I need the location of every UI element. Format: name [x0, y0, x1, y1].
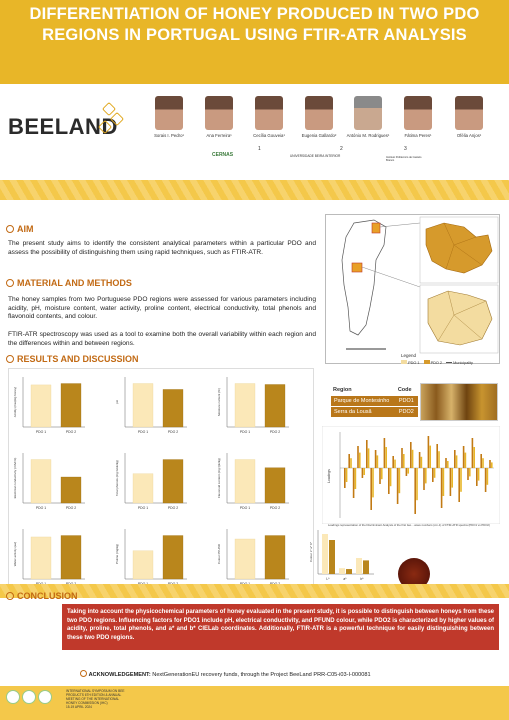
institution-logo: 2 UNIVERSIDADE BEIRA INTERIOR	[290, 146, 343, 158]
loading-bar	[425, 468, 427, 483]
bee-icon	[6, 279, 14, 287]
bar	[163, 389, 183, 427]
map-legend: PDO 1 PDO 2 Municipality	[401, 360, 473, 365]
loading-bar	[397, 468, 399, 504]
bar	[31, 385, 51, 427]
loading-bar	[350, 458, 352, 468]
bar-chart	[13, 377, 85, 434]
tick-label: PDO 2	[167, 506, 179, 510]
honeycomb-band	[0, 180, 509, 200]
bar-chart	[13, 529, 85, 586]
loading-bar	[366, 440, 368, 468]
loading-bar	[370, 468, 372, 510]
bar	[61, 477, 81, 503]
tick-label: PDO 1	[137, 430, 149, 434]
loading-bar	[443, 468, 445, 496]
tick-label: PDO 1	[35, 506, 47, 510]
loading-bar	[473, 447, 475, 468]
tick-label: a*	[343, 577, 347, 581]
loading-bar	[348, 454, 350, 468]
loading-bar	[438, 451, 440, 468]
bar	[235, 384, 255, 427]
loadings-caption: Loadings representation of the Discriminant Analysis of the first two... wave numbers (cm-1) of FTIR-ATR spectra (PDO1 vs PDO2)	[328, 523, 490, 527]
loading-bar	[410, 442, 412, 468]
axis-label: Loadings	[327, 469, 331, 483]
event-logo	[38, 690, 52, 704]
results-charts-panel	[8, 368, 314, 598]
tick-label: PDO 1	[239, 430, 251, 434]
tick-label: PDO 1	[137, 506, 149, 510]
author-name: Ana Ferreira¹	[206, 133, 232, 138]
author-name: Cecília Gouveia¹	[253, 133, 285, 138]
axis-label: Flavonoid content (mg QE/kg)	[217, 458, 221, 498]
loading-bar	[432, 468, 434, 482]
tick-label: PDO 2	[269, 506, 281, 510]
loading-bar	[487, 468, 489, 485]
loading-bar	[368, 448, 370, 468]
bar	[265, 384, 285, 427]
bar	[235, 460, 255, 503]
axis-label: Acidity (meq/kg honey)	[13, 386, 17, 418]
loading-bar	[388, 468, 390, 494]
loading-bar	[429, 446, 431, 468]
conclusion-box: Taking into account the physicochemical parameters of honey evaluated in the present study, it is possible to distinguish between honeys from these two PDO regions. Influencing factors for PDO1 include pH, electrical conductivity, and PFUND colour, while PDO2 is characterized by higher values of acidity, proline, total phenols, and a* and b* CIELab coordinates. Additionally, FTIR-ATR is a powerful technique for easily distinguishing between these two PDO regions.	[62, 604, 499, 650]
loading-bar	[419, 452, 421, 468]
loading-bar	[407, 468, 409, 474]
section-heading: AIM	[6, 224, 34, 234]
colour-bar-chart	[308, 526, 388, 590]
event-info: INTERNATIONAL SYMPOSIUM ON BEE PRODUCTS 6TH EDITION & ANNUAL MEETING OF THE INTERNATIONAL HONEY COMMISSION (IHC) 15-19 APRIL 2024	[66, 689, 125, 709]
loading-bar	[357, 446, 359, 468]
loading-bar	[489, 460, 491, 468]
section-heading: MATERIAL AND METHODS	[6, 278, 132, 288]
loading-bar	[392, 456, 394, 468]
author-card	[396, 96, 440, 138]
loading-bar	[447, 461, 449, 468]
loading-bar	[412, 450, 414, 468]
loading-bar	[344, 468, 346, 488]
loadings-chart	[322, 426, 500, 524]
bar	[363, 560, 369, 574]
bar-chart	[115, 529, 187, 586]
axis-label: Moisture content (%)	[217, 388, 221, 416]
axis-label: Colour L* a* b*	[309, 542, 313, 562]
section-heading: CONCLUSION	[6, 591, 78, 601]
map-legend-title: Legend	[401, 353, 417, 358]
bar-chart	[115, 453, 187, 510]
bar	[235, 539, 255, 579]
loading-bar	[458, 468, 460, 502]
author-card	[147, 96, 191, 138]
loading-bar	[423, 468, 425, 490]
axis-label: Water activity (aw)	[13, 541, 17, 567]
author-card	[447, 96, 491, 138]
bar	[339, 568, 345, 574]
loading-bar	[355, 468, 357, 489]
bar	[265, 536, 285, 579]
loading-bar	[379, 468, 381, 484]
bee-icon	[6, 592, 14, 600]
loading-bar	[353, 468, 355, 498]
loading-bar	[454, 450, 456, 468]
loading-bar	[394, 460, 396, 468]
acknowledgement: ACKNOWLEDGEMENT: NextGenerationEU recovery funds, through the Project BeeLand PRR-C05-i03-I-000081	[80, 670, 500, 678]
loading-bar	[478, 468, 480, 481]
loading-bar	[384, 438, 386, 468]
bee-icon	[6, 355, 14, 363]
author-card	[247, 96, 291, 138]
author-photo	[155, 96, 183, 130]
author-name: Ofélia Anjos¹	[456, 133, 482, 138]
author-photo	[205, 96, 233, 130]
loading-bar	[491, 462, 493, 468]
loading-bar	[482, 458, 484, 468]
bar-chart	[217, 377, 289, 434]
methods-text: FTIR-ATR spectroscopy was used as a tool to examine both the overall variability within each region and the differences within and between regions.	[8, 331, 316, 347]
honey-jars-photo	[420, 383, 498, 421]
loading-bar	[434, 468, 436, 478]
loading-bar	[476, 468, 478, 486]
loading-bar	[359, 453, 361, 468]
loading-bar	[363, 468, 365, 475]
author-card	[346, 96, 390, 138]
tick-label: PDO 1	[239, 506, 251, 510]
axis-label: Total phenols (mg GAE/kg)	[115, 460, 119, 496]
author-name: Fátima Peres¹	[404, 133, 432, 138]
loading-bar	[385, 447, 387, 468]
logo-text: BEELAND	[8, 114, 118, 139]
loading-bar	[372, 468, 374, 497]
event-logo	[22, 690, 36, 704]
table-row: Serra da Lousã PDO2	[331, 407, 418, 418]
map-figure	[326, 215, 501, 365]
bar-charts	[9, 369, 315, 599]
axis-label: Proline (mg/kg)	[115, 543, 119, 565]
bar	[31, 460, 51, 503]
bar	[31, 537, 51, 579]
loading-bar	[399, 468, 401, 493]
loading-bar	[377, 455, 379, 468]
table-row: Parque de Montesinho PDO1	[331, 396, 418, 407]
loading-bar	[463, 446, 465, 468]
bar	[133, 384, 153, 427]
loading-bar	[362, 468, 364, 478]
loading-bar	[375, 450, 377, 468]
tick-label: b*	[360, 577, 364, 581]
loading-bar	[465, 453, 467, 468]
bar-chart	[217, 453, 289, 510]
author-card	[297, 96, 341, 138]
loading-bar	[416, 468, 418, 500]
loading-bar	[460, 468, 462, 492]
author-photo	[255, 96, 283, 130]
section-heading: RESULTS AND DISCUSSION	[6, 354, 139, 364]
tick-label: PDO 2	[65, 506, 77, 510]
loading-bar	[456, 455, 458, 468]
axis-label: Colour PFUND	[217, 543, 221, 565]
author-photo	[354, 96, 382, 130]
loading-bar	[401, 448, 403, 468]
loading-bar	[469, 468, 471, 476]
axis-label: Electrical conductivity (mS/cm)	[13, 457, 17, 499]
bar	[61, 384, 81, 427]
tick-label: PDO 2	[269, 430, 281, 434]
methods-text: The honey samples from two Portuguese PDO regions were assessed for various parameters including acidity, pH, moisture content, water activity, proline content, electrical conductivity, total phenols and flavonoid contents, and colour.	[8, 296, 316, 321]
region-table: Region Code Parque de Montesinho PDO1 Serra da Lousã PDO2	[331, 385, 418, 417]
loading-bar	[472, 438, 474, 468]
bar-chart	[115, 377, 187, 434]
author-card	[197, 96, 241, 138]
bar	[322, 534, 328, 574]
event-logo	[6, 690, 20, 704]
bar	[133, 474, 153, 503]
bar	[163, 460, 183, 503]
bar	[265, 468, 285, 503]
tick-label: PDO 2	[167, 430, 179, 434]
tick-label: L*	[326, 577, 330, 581]
pdo-map	[325, 214, 500, 364]
author-photo	[455, 96, 483, 130]
loading-bar	[381, 468, 383, 479]
bar	[356, 558, 362, 574]
institution-logo: 3 Instituto Politécnico de Castelo Branco	[386, 146, 422, 162]
loading-bar	[441, 468, 443, 508]
author-name: Eugenia Gallardo²	[301, 133, 337, 138]
loading-bar	[403, 454, 405, 468]
aim-text: The present study aims to identify the consistent analytical parameters within a particular PDO and assess the possibility of distinguishing them using rapid techniques, such as FTIR-ATR.	[8, 240, 316, 256]
loading-bar	[390, 468, 392, 486]
loading-bar	[436, 444, 438, 468]
bar	[163, 536, 183, 579]
tick-label: PDO 2	[65, 430, 77, 434]
bar	[329, 540, 335, 574]
loading-bar	[451, 468, 453, 488]
loading-bar	[467, 468, 469, 480]
bee-icon	[6, 225, 14, 233]
axis-label: pH	[115, 400, 119, 404]
loading-bar	[445, 458, 447, 468]
loading-bar	[485, 468, 487, 492]
loading-bar	[414, 468, 416, 514]
bar	[133, 551, 153, 579]
author-photo	[305, 96, 333, 130]
loading-bar	[406, 468, 408, 476]
loading-bar	[346, 468, 348, 482]
bar-chart	[217, 529, 289, 586]
loading-bar	[480, 454, 482, 468]
tick-label: PDO 1	[35, 430, 47, 434]
institution-logo: 1 CERNAS	[212, 146, 261, 158]
header-banner	[0, 0, 509, 84]
loading-bar	[421, 457, 423, 468]
author-name: Sorais I. Pedro¹	[154, 133, 184, 138]
bar	[346, 569, 352, 574]
loading-bar	[428, 436, 430, 468]
bar	[61, 536, 81, 579]
beeland-logo	[8, 100, 118, 144]
bar-chart	[13, 453, 85, 510]
poster-title: DIFFERENTIATION OF HONEY PRODUCED IN TWO PDO REGIONS IN PORTUGAL USING FTIR-ATR ANALYSIS	[29, 5, 480, 44]
author-photo	[404, 96, 432, 130]
loading-bar	[450, 468, 452, 496]
author-name: António M. Rodrigues¹	[346, 133, 390, 138]
